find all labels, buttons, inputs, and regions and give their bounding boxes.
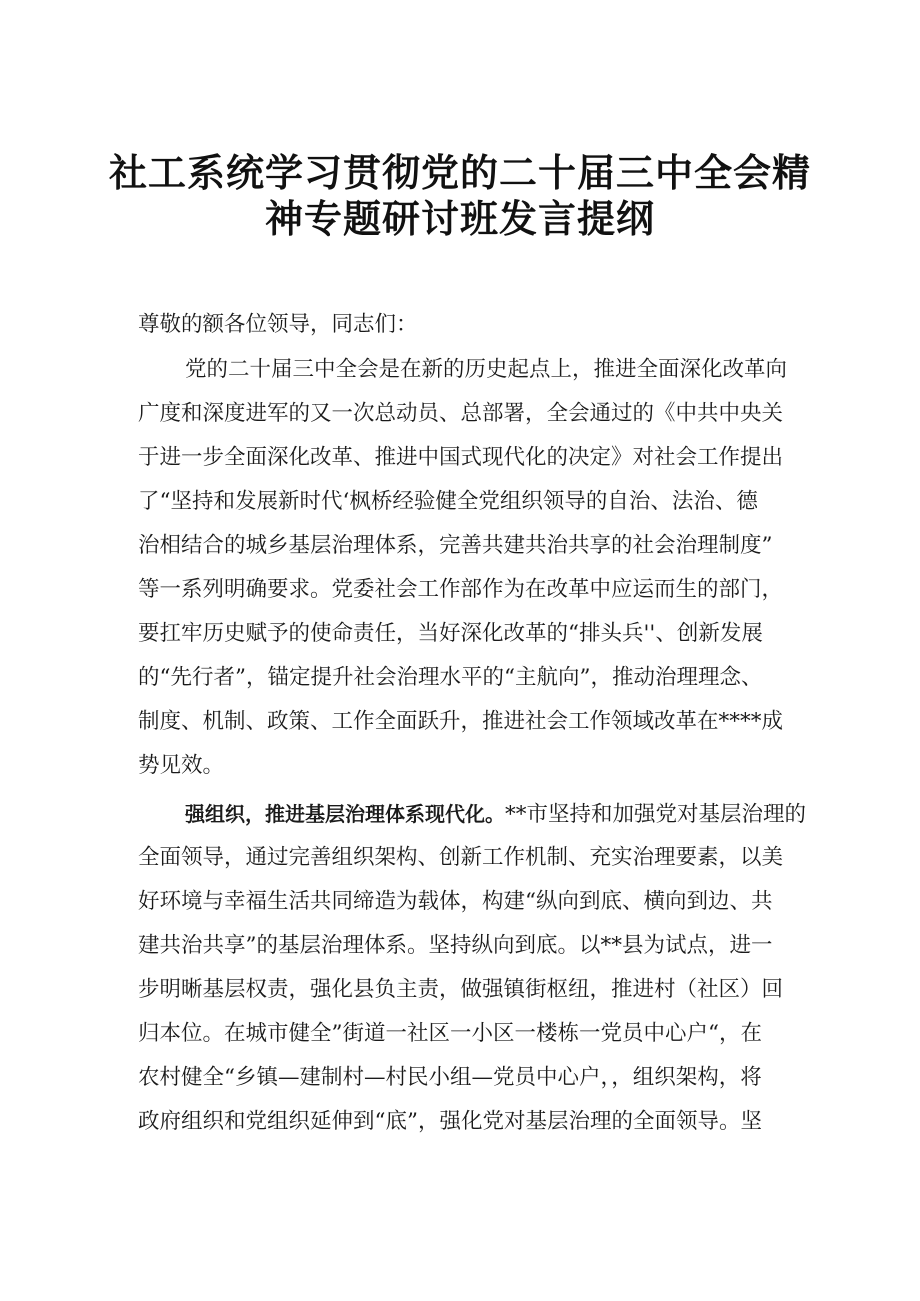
paragraph-2-line: 步明晰基层权责，强化县负主责，做强镇街枢纽，推进村（社区）回 [138, 977, 784, 1002]
salutation: 尊敬的额各位领导，同志们： [138, 312, 418, 337]
paragraph-2-line: 政府组织和党组织延伸到“底”，强化党对基层治理的全面领导。坚 [138, 1109, 762, 1134]
paragraph-2-heading: 强组织，推进基层治理体系现代化。 [185, 802, 505, 826]
paragraph-1-line: 治相结合的城乡基层治理体系，完善共建共治共享的社会治理制度” [138, 533, 773, 558]
paragraph-2-line: 全面领导，通过完善组织架构、创新工作机制、充实治理要素，以美 [138, 845, 784, 870]
paragraph-2-line: 归本位。在城市健全”街道一社区一小区一楼栋一党员中心户“，在 [138, 1021, 762, 1046]
paragraph-1-line: 了“坚持和发展新时代‘枫桥经验健全党组织领导的自治、法治、德 [138, 489, 758, 514]
paragraph-1-line: 要扛牢历史赋予的使命责任，当好深化改革的“排头兵''、创新发展 [138, 621, 763, 646]
document-title-line-1: 社工系统学习贯彻党的二十届三中全会精 [108, 151, 811, 195]
paragraph-1-line: 的“先行者”，锚定提升社会治理水平的“主航向”，推动治理理念、 [138, 665, 763, 690]
paragraph-2-line: 好环境与幸福生活共同缔造为载体，构建“纵向到底、横向到边、共 [138, 889, 773, 914]
paragraph-2-first-text: **市坚持和加强党对基层治理的 [505, 802, 807, 827]
document-title-line-2: 神专题研讨班发言提纲 [264, 197, 655, 241]
paragraph-1-line: 党的二十届三中全会是在新的历史起点上，推进全面深化改革向 [185, 357, 788, 382]
paragraph-1-line: 等一系列明确要求。党委社会工作部作为在改革中应运而生的部门， [138, 577, 784, 602]
paragraph-2-line: 农村健全“乡镇—建制村—村民小组—党员中心户，，组织架构，将 [138, 1065, 762, 1090]
paragraph-1-line: 势见效。 [138, 753, 225, 778]
paragraph-2-first-line [185, 799, 806, 830]
paragraph-1-line: 广度和深度进军的又一次总动员、总部署，全会通过的《中共中央关 [138, 401, 784, 426]
paragraph-1-line: 制度、机制、政策、工作全面跃升，推进社会工作领域改革在****成 [138, 709, 784, 734]
paragraph-1-line: 于进一步全面深化改革、推进中国式现代化的决定》对社会工作提出 [138, 445, 784, 470]
paragraph-2-line: 建共治共享”的基层治理体系。坚持纵向到底。以**县为试点，进一 [138, 933, 773, 958]
